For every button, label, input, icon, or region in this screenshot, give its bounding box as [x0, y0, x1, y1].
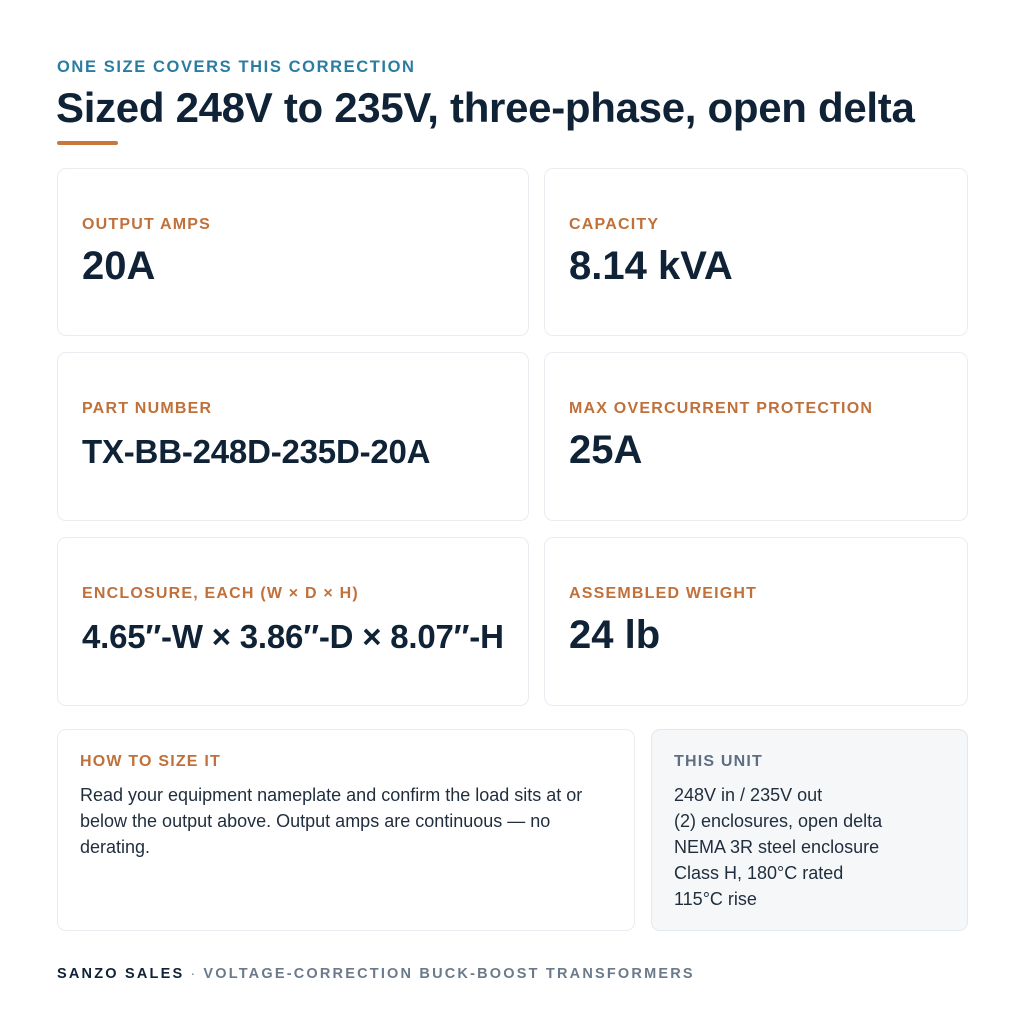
footer-separator: · — [190, 966, 198, 982]
spec-label: PART NUMBER — [82, 400, 213, 417]
spec-value: 8.14 kVA — [569, 244, 733, 288]
list-item: Class H, 180°C rated — [674, 863, 844, 883]
page-title: Sized 248V to 235V, three-phase, open delta — [56, 84, 915, 131]
footer-tagline: VOLTAGE-CORRECTION BUCK-BOOST TRANSFORMERS — [203, 966, 695, 982]
how-to-label: HOW TO SIZE IT — [80, 753, 221, 770]
this-unit-list — [674, 782, 882, 912]
this-unit-panel — [651, 729, 968, 931]
spec-card-part-number — [57, 352, 529, 521]
title-accent-rule — [57, 141, 118, 145]
footer-brand: SANZO SALES — [57, 966, 185, 982]
spec-label: MAX OVERCURRENT PROTECTION — [569, 400, 874, 417]
spec-card-output-amps — [57, 168, 529, 336]
footer — [57, 966, 695, 982]
spec-value: 25A — [569, 428, 643, 472]
list-item: 248V in / 235V out — [674, 785, 823, 805]
spec-card-weight — [544, 537, 968, 706]
eyebrow: ONE SIZE COVERS THIS CORRECTION — [57, 58, 416, 76]
spec-label: ENCLOSURE, EACH (W × D × H) — [82, 585, 359, 602]
spec-label: ASSEMBLED WEIGHT — [569, 585, 758, 602]
spec-value: 4.65″-W × 3.86″-D × 8.07″-H — [82, 618, 504, 655]
spec-card-enclosure — [57, 537, 529, 706]
spec-card-capacity — [544, 168, 968, 336]
how-to-body: Read your equipment nameplate and confirm the load sits at or below the output above. Output amps are continuous — no derating. — [80, 785, 583, 857]
how-to-size-panel — [57, 729, 635, 931]
spec-label: OUTPUT AMPS — [82, 216, 212, 233]
spec-value: 20A — [82, 244, 156, 288]
spec-card-max-overcurrent — [544, 352, 968, 521]
list-item: (2) enclosures, open delta — [674, 811, 883, 831]
spec-value: 24 lb — [569, 613, 661, 657]
spec-value: TX-BB-248D-235D-20A — [82, 433, 431, 470]
spec-label: CAPACITY — [569, 216, 660, 233]
this-unit-label: THIS UNIT — [674, 753, 764, 770]
list-item: NEMA 3R steel enclosure — [674, 837, 880, 857]
list-item: 115°C rise — [674, 889, 757, 909]
